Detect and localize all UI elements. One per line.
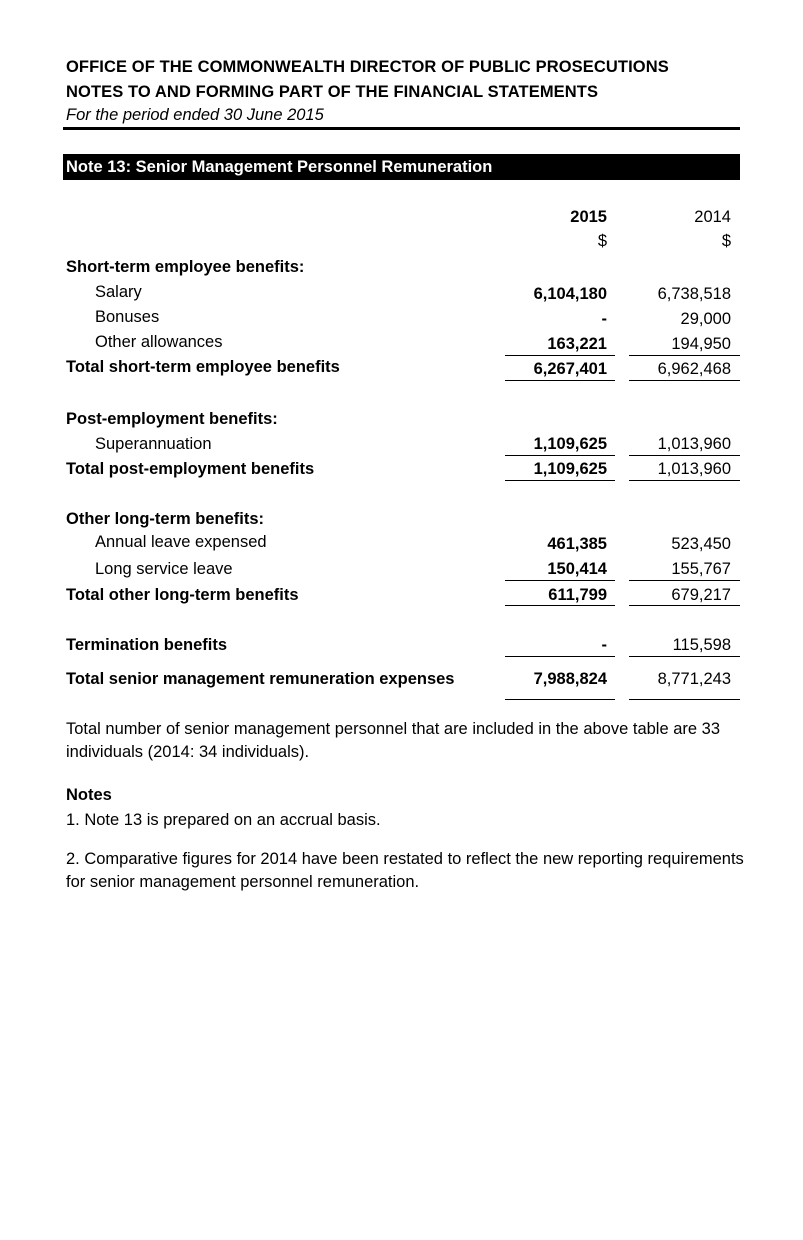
value-2014-long-service-leave: 155,767 (671, 560, 731, 578)
value-2015-salary: 6,104,180 (533, 285, 607, 303)
row-label-salary: Salary (95, 283, 142, 301)
total-rule-2015 (505, 480, 615, 481)
subtotal-rule-2014 (629, 355, 740, 356)
subtotal-rule-2015 (505, 580, 615, 581)
total-label-post-employment: Total post-employment benefits (66, 460, 315, 478)
period-subtitle: For the period ended 30 June 2015 (66, 106, 324, 124)
header-rule (63, 127, 740, 130)
row-label-other-allowances: Other allowances (95, 333, 223, 351)
value-2015-termination: - (601, 636, 607, 654)
value-2015-superannuation: 1,109,625 (533, 435, 607, 453)
col-2015-header: 2015 (570, 208, 607, 226)
total-rule-2014 (629, 480, 740, 481)
note-item: 1. Note 13 is prepared on an accrual basis. (66, 811, 381, 829)
total-2014-post-employment: 1,013,960 (657, 460, 731, 478)
total-rule-2014 (629, 605, 740, 606)
subtotal-rule-2015 (505, 355, 615, 356)
total-rule-2015 (505, 605, 615, 606)
total-2014-other-long-term: 679,217 (671, 586, 731, 604)
notes-heading: Notes (66, 786, 112, 804)
value-2015-bonuses: - (601, 310, 607, 328)
value-2014-superannuation: 1,013,960 (657, 435, 731, 453)
agency-title: OFFICE OF THE COMMONWEALTH DIRECTOR OF PUBLIC PROSECUTIONS (66, 58, 669, 76)
grand-total-2014: 8,771,243 (657, 670, 731, 688)
value-2015-long-service-leave: 150,414 (547, 560, 607, 578)
statement-title: NOTES TO AND FORMING PART OF THE FINANCIAL STATEMENTS (66, 83, 599, 101)
value-2014-other-allowances: 194,950 (671, 335, 731, 353)
value-2014-annual-leave: 523,450 (671, 535, 731, 553)
note-title-bar (63, 154, 740, 180)
subtotal-rule-2015 (505, 455, 615, 456)
total-label-short-term: Total short-term employee benefits (66, 358, 340, 376)
row-label-superannuation: Superannuation (95, 435, 212, 453)
personnel-count-note: Total number of senior management personnel that are included in the above table are 33 individuals (2014: 34 individuals). (66, 720, 721, 761)
total-2015-short-term: 6,267,401 (533, 360, 607, 378)
total-rule-2014 (629, 380, 740, 381)
value-2014-termination: 115,598 (672, 636, 731, 654)
col-2014-header: 2014 (694, 208, 731, 226)
note-item: 2. Comparative figures for 2014 have been restated to reflect the new reporting requirements for senior management personnel remuneration. (66, 850, 744, 891)
total-rule-2015 (505, 380, 615, 381)
termination-rule-2014 (629, 656, 740, 657)
section-heading-other-long-term: Other long-term benefits: (66, 510, 265, 528)
termination-rule-2015 (505, 656, 615, 657)
total-2015-post-employment: 1,109,625 (533, 460, 607, 478)
section-heading-post-employment: Post-employment benefits: (66, 410, 278, 428)
row-label-long-service-leave: Long service leave (95, 560, 233, 578)
total-label-other-long-term: Total other long-term benefits (66, 586, 299, 604)
col-2015-unit: $ (597, 232, 607, 250)
row-label-termination: Termination benefits (66, 636, 228, 654)
total-2014-short-term: 6,962,468 (657, 360, 731, 378)
section-heading-short-term: Short-term employee benefits: (66, 258, 305, 276)
value-2015-other-allowances: 163,221 (547, 335, 607, 353)
value-2015-annual-leave: 461,385 (547, 535, 607, 553)
grand-total-rule-2015 (505, 699, 615, 700)
value-2014-bonuses: 29,000 (680, 310, 731, 328)
subtotal-rule-2014 (629, 580, 740, 581)
total-2015-other-long-term: 611,799 (548, 586, 607, 604)
note-title: Note 13: Senior Management Personnel Remuneration (66, 158, 493, 176)
subtotal-rule-2014 (629, 455, 740, 456)
col-2014-unit: $ (721, 232, 731, 250)
grand-total-label: Total senior management remuneration expenses (66, 670, 455, 688)
row-label-bonuses: Bonuses (95, 308, 160, 326)
grand-total-rule-2014 (629, 699, 740, 700)
value-2014-salary: 6,738,518 (657, 285, 731, 303)
grand-total-2015: 7,988,824 (533, 670, 607, 688)
row-label-annual-leave: Annual leave expensed (95, 533, 267, 551)
